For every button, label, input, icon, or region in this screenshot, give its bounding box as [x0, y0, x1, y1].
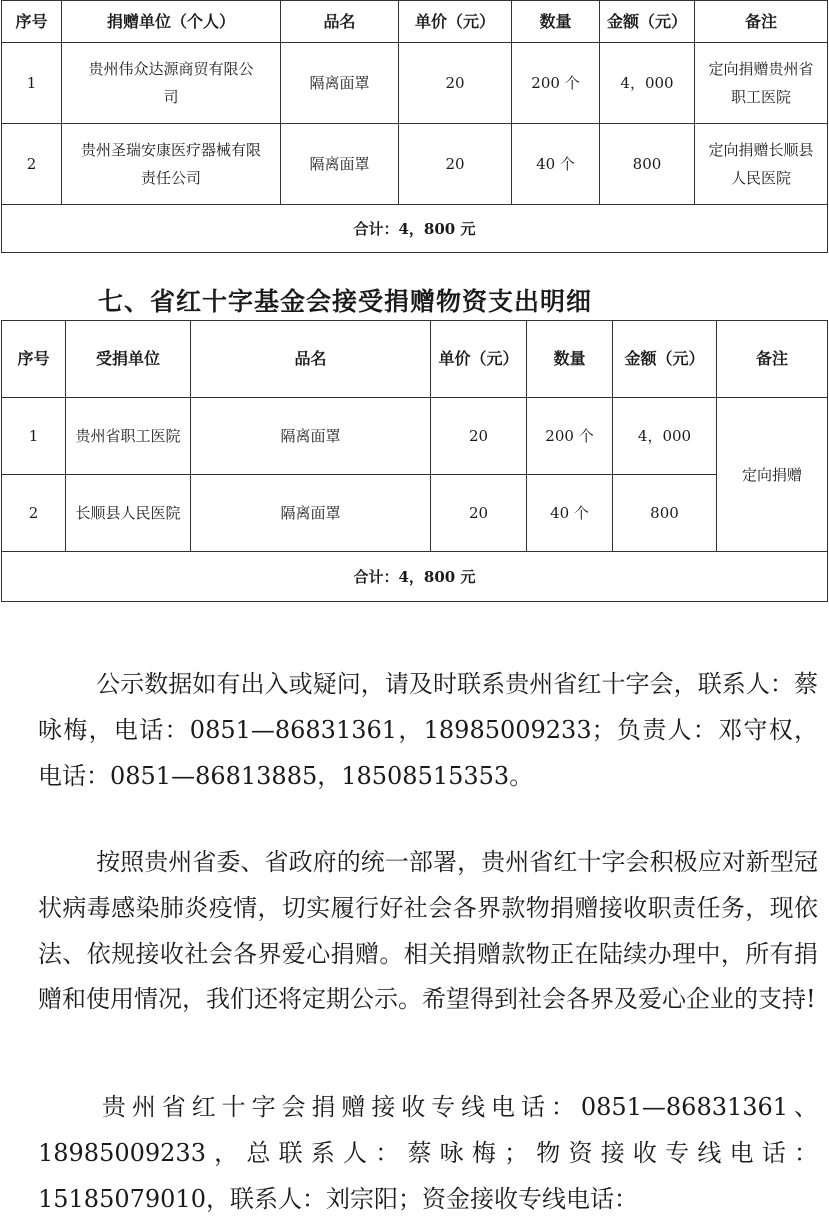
header-cell: 序号 — [2, 321, 66, 398]
cell-item: 隔离面罩 — [281, 43, 399, 124]
cell-remark-merged: 定向捐赠 — [717, 398, 828, 552]
header-cell: 单价（元） — [431, 321, 527, 398]
cell-amount: 800 — [613, 475, 717, 552]
header-cell: 金额（元） — [613, 321, 717, 398]
cell-price: 20 — [399, 43, 512, 124]
cell-donor: 贵州圣瑞安康医疗器械有限责任公司 — [62, 124, 281, 205]
contact-paragraph — [38, 662, 818, 799]
cell-index: 2 — [2, 475, 66, 552]
cell-item: 隔离面罩 — [281, 124, 399, 205]
header-cell: 备注 — [717, 321, 828, 398]
header-cell: 数量 — [512, 1, 600, 43]
table-row — [2, 475, 828, 552]
header-cell: 序号 — [2, 1, 62, 43]
cell-remark: 定向捐赠长顺县人民医院 — [695, 124, 828, 205]
header-cell: 单价（元） — [399, 1, 512, 43]
cell-item: 隔离面罩 — [191, 475, 431, 552]
paragraph-text: 按照贵州省委、省政府的统一部署，贵州省红十字会积极应对新型冠状病毒感染肺炎疫情，切实履行好社会各界款物捐赠接收职责任务，现依法、依规接收社会各界爱心捐赠。相关捐赠款物正在陆续办理中，所有捐赠和使用情况，我们还将定期公示。希望得到社会各界及爱心企业的支持! — [38, 848, 818, 1014]
hotline-paragraph — [38, 1085, 818, 1222]
table-row — [2, 124, 828, 205]
total-cell: 合计：4，800 元 — [2, 552, 828, 602]
header-cell: 受捐单位 — [66, 321, 191, 398]
header-cell: 数量 — [527, 321, 613, 398]
cell-donor: 贵州伟众达源商贸有限公司 — [62, 43, 281, 124]
cell-quantity: 200 个 — [527, 398, 613, 475]
cell-recipient: 长顺县人民医院 — [66, 475, 191, 552]
cell-index: 1 — [2, 398, 66, 475]
table-total-row — [2, 205, 828, 253]
paragraph-text: 贵州省红十字会捐赠接收专线电话：0851—86831361、18985009233，总联系人：蔡咏梅；物资接收专线电话：15185079010，联系人：刘宗阳；资金接收专线电话： — [38, 1093, 818, 1213]
section-title: 七、省红十字基金会接受捐赠物资支出明细 — [98, 287, 593, 316]
total-cell: 合计：4，800 元 — [2, 205, 828, 253]
cell-index: 2 — [2, 124, 62, 205]
header-cell: 备注 — [695, 1, 828, 43]
cell-price: 20 — [431, 475, 527, 552]
cell-price: 20 — [399, 124, 512, 205]
cell-amount: 4，000 — [613, 398, 717, 475]
cell-remark: 定向捐赠贵州省职工医院 — [695, 43, 828, 124]
cell-amount: 4，000 — [600, 43, 695, 124]
announcement-paragraph — [38, 840, 818, 1023]
cell-index: 1 — [2, 43, 62, 124]
header-cell: 品名 — [281, 1, 399, 43]
table-header-row — [2, 1, 828, 43]
donation-receipt-table — [1, 0, 828, 253]
cell-quantity: 40 个 — [527, 475, 613, 552]
table-row — [2, 398, 828, 475]
header-cell: 捐赠单位（个人） — [62, 1, 281, 43]
cell-recipient: 贵州省职工医院 — [66, 398, 191, 475]
table-header-row — [2, 321, 828, 398]
material-expenditure-table — [1, 320, 828, 602]
cell-price: 20 — [431, 398, 527, 475]
header-cell: 品名 — [191, 321, 431, 398]
paragraph-text: 公示数据如有出入或疑问，请及时联系贵州省红十字会，联系人：蔡咏梅，电话：0851—86831361，18985009233；负责人：邓守权，电话：0851—86813885，18508515353。 — [38, 670, 818, 790]
header-cell: 金额（元） — [600, 1, 695, 43]
table-total-row — [2, 552, 828, 602]
cell-quantity: 200 个 — [512, 43, 600, 124]
cell-amount: 800 — [600, 124, 695, 205]
cell-quantity: 40 个 — [512, 124, 600, 205]
table-row — [2, 43, 828, 124]
cell-item: 隔离面罩 — [191, 398, 431, 475]
